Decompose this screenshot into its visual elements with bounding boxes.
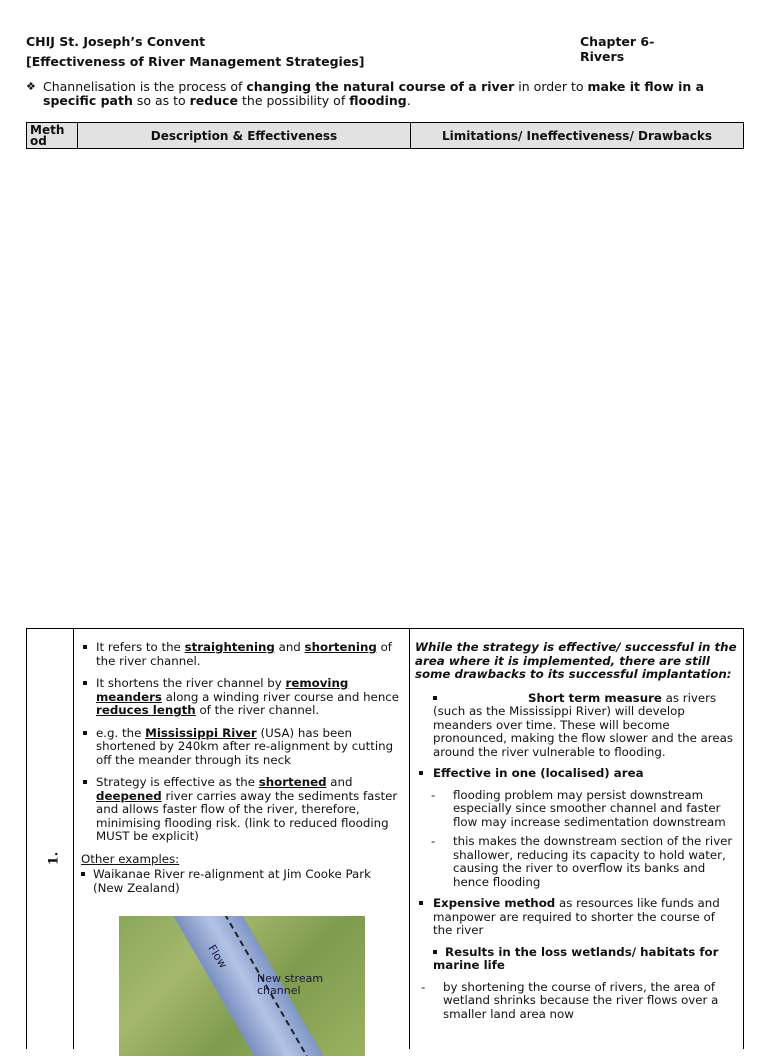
- text: of the river channel.: [195, 703, 320, 717]
- new-channel-label: New stream channel: [257, 972, 324, 997]
- limitation-title: Expensive method: [433, 896, 556, 910]
- text: and: [274, 640, 305, 654]
- keyword: reduces length: [96, 703, 196, 717]
- description-column: [81, 641, 403, 904]
- square-bullet-icon: [433, 696, 437, 700]
- intro-paragraph: [26, 80, 726, 108]
- school-name: CHIJ St. Joseph’s Convent: [26, 34, 206, 49]
- text: this makes the downstream section of the river shallower, reducing its capacity to hold water, causing the river to overflow its banks and hence flooding: [453, 834, 733, 889]
- list-item: [415, 692, 737, 760]
- flow-label: Flow: [205, 942, 230, 971]
- text: by shortening the course of rivers, the area of wetland shrinks because the river flows over a smaller land area now: [443, 979, 719, 1021]
- list-item: [415, 946, 737, 973]
- list-item: [81, 641, 403, 668]
- keyword: deepened: [96, 788, 162, 803]
- list-item: [415, 767, 737, 781]
- list-item: [81, 868, 403, 895]
- table-row: [26, 628, 744, 1049]
- header-description: Description & Effectiveness: [78, 123, 411, 149]
- list-item: [81, 776, 403, 844]
- river-realignment-photo: [119, 916, 365, 1056]
- text: e.g. the: [96, 725, 146, 740]
- square-bullet-icon: [83, 731, 87, 735]
- text: Strategy is effective as the: [96, 775, 259, 789]
- sub-point: - by shortening the course of rivers, the area of wetland shrinks because the river flows over a smaller land area now: [421, 979, 719, 1021]
- method-number: 1.: [46, 851, 62, 866]
- text: It shortens the river channel by: [96, 676, 286, 690]
- square-bullet-icon: [83, 780, 87, 784]
- column-divider: [73, 629, 74, 1049]
- chapter-title: Chapter 6- Rivers: [580, 34, 655, 64]
- intro-bold: make it flow in a specific path: [43, 79, 705, 108]
- list-item: [81, 677, 403, 718]
- intro-text: .: [406, 93, 411, 108]
- text: of the river channel.: [96, 640, 392, 668]
- square-bullet-icon: [433, 950, 437, 954]
- limitations-intro: While the strategy is effective/ successful in the area where it is implemented, there are still some drawbacks to its successful implantation:: [415, 640, 737, 681]
- intro-bold: changing the natural course of a river: [246, 79, 515, 94]
- limitation-title: Results in the loss wetlands/ habitats for marine life: [433, 944, 719, 972]
- square-bullet-icon: [81, 872, 85, 876]
- text: and: [326, 775, 353, 789]
- limitation-title: Effective in one (localised) area: [433, 766, 644, 780]
- square-bullet-icon: [419, 901, 423, 905]
- square-bullet-icon: [419, 771, 423, 775]
- other-examples-label: Other examples:: [81, 851, 180, 866]
- keyword: shortened: [258, 775, 327, 789]
- square-bullet-icon: [83, 681, 87, 685]
- diamond-bullet-icon: ❖: [26, 80, 36, 93]
- text: (USA) has been shortened by 240km after re-alignment by cutting off the meander through its neck: [96, 725, 394, 767]
- header-limitations: Limitations/ Ineffectiveness/ Drawbacks: [411, 123, 744, 149]
- header-method: Meth od: [27, 123, 78, 149]
- document-subtitle: [Effectiveness of River Management Strategies]: [26, 54, 365, 69]
- text: as rivers (such as the Mississippi River) will develop meanders over time. These will become pronounced, making the flow slower and the areas around the river vulnerable to flooding.: [433, 690, 734, 759]
- keyword: shortening: [304, 640, 377, 654]
- intro-bold: flooding: [349, 93, 407, 108]
- limitations-column: [415, 641, 737, 1027]
- keyword: straightening: [184, 640, 275, 654]
- text: Waikanae River re-alignment at Jim Cooke Park (New Zealand): [93, 867, 371, 895]
- text: as resources like funds and manpower are required to shorter the course of the river: [433, 896, 720, 937]
- text: flooding problem may persist downstream especially since smoother channel and faster flow may increase sedimentation downstream: [453, 787, 726, 829]
- keyword: removing meanders: [96, 676, 349, 704]
- intro-text: in order to: [514, 79, 588, 94]
- square-bullet-icon: [83, 645, 87, 649]
- text: It refers to the: [96, 640, 185, 654]
- intro-text: so as to: [132, 93, 190, 108]
- keyword: Mississippi River: [145, 725, 257, 740]
- sub-point: - this makes the downstream section of the river shallower, reducing its capacity to hold water, causing the river to overflow its banks and hence flooding: [431, 834, 733, 889]
- text: along a winding river course and hence: [161, 689, 400, 704]
- list-item: [415, 897, 737, 938]
- intro-text: Channelisation is the process of: [43, 79, 247, 94]
- intro-text: the possibility of: [238, 93, 350, 108]
- text: river carries away the sediments faster and allows faster flow of the river, therefore, minimising flooding risk. (link to reduced flooding MUST be explicit): [96, 788, 398, 843]
- list-item: [81, 727, 403, 768]
- sub-point: - flooding problem may persist downstream especially since smoother channel and faster flow may increase sedimentation downstream: [431, 787, 726, 829]
- intro-bold: reduce: [189, 93, 239, 108]
- column-divider: [409, 629, 410, 1049]
- table-header: [26, 122, 744, 149]
- limitation-title: Short term measure: [528, 690, 662, 705]
